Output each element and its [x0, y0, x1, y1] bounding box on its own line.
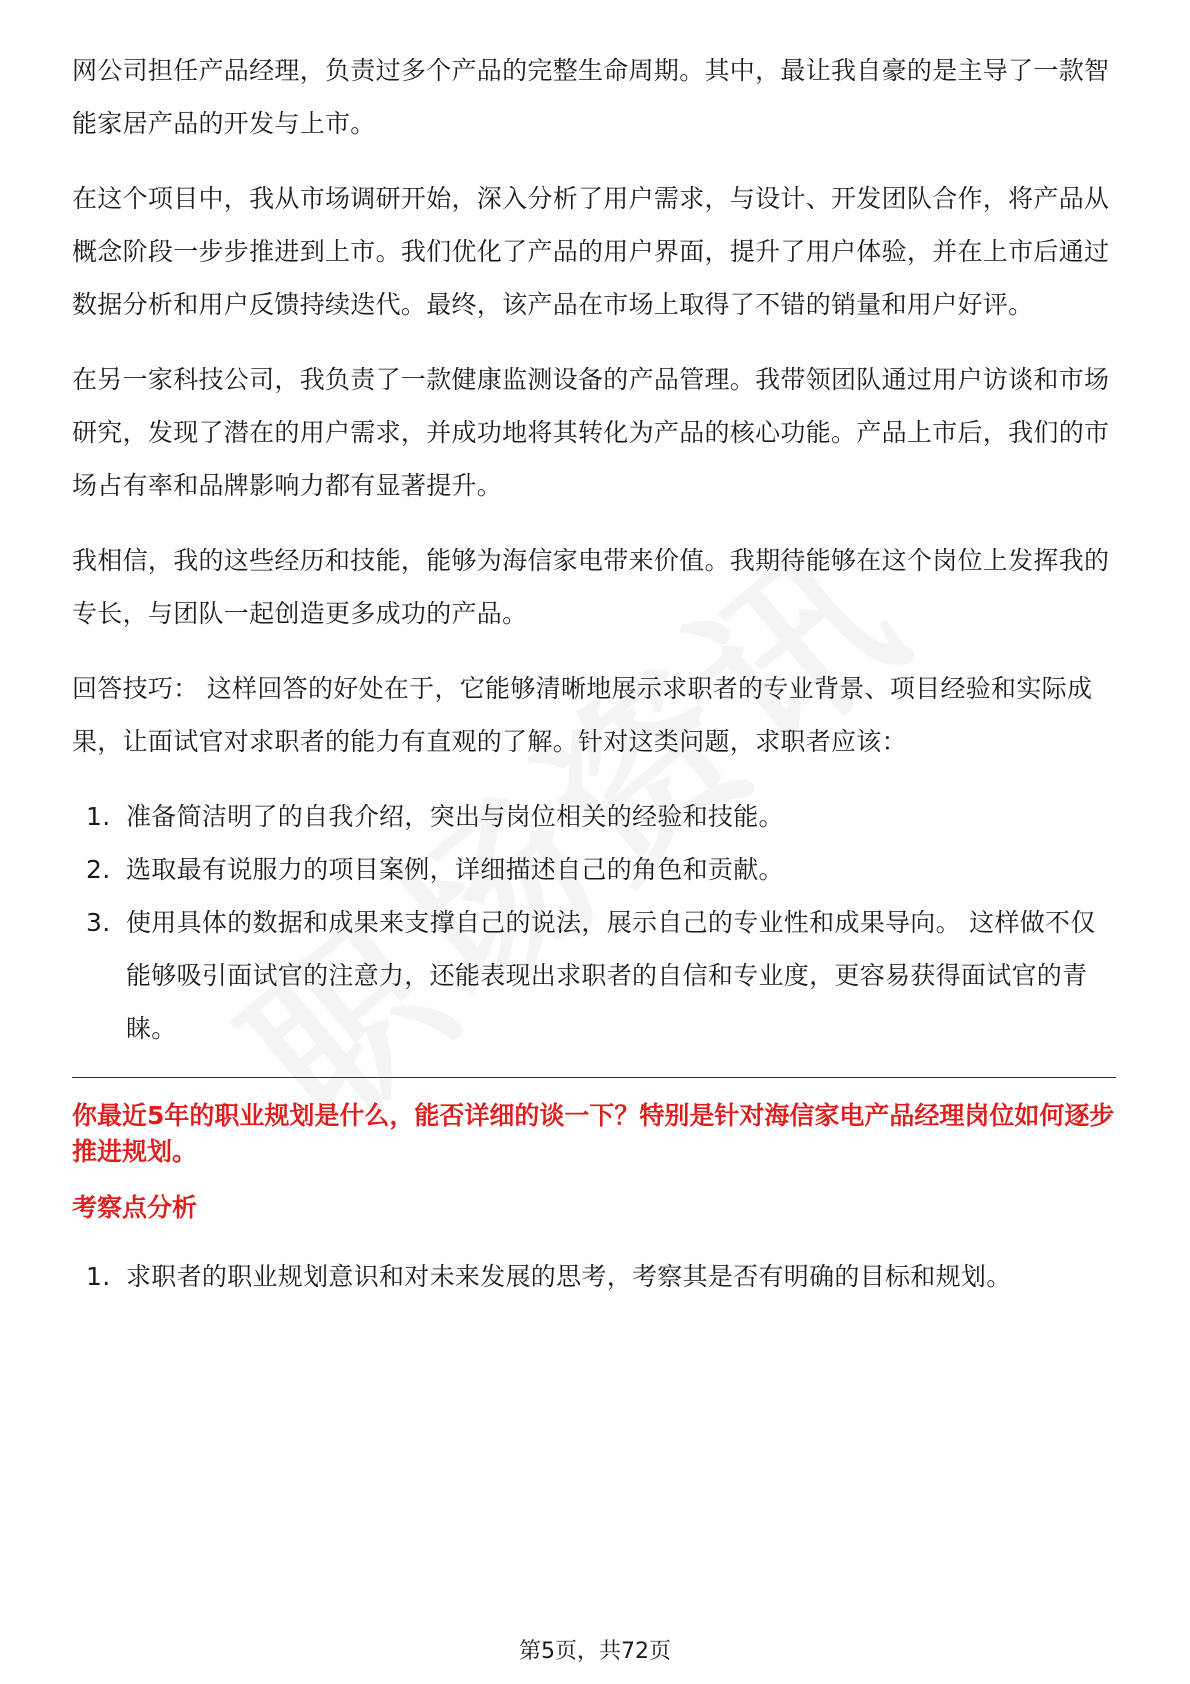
document-page	[72, 44, 1116, 1325]
interview-question: 你最近5年的职业规划是什么，能否详细的谈一下？特别是针对海信家电产品经理岗位如何逐步推进规划。	[72, 1101, 1115, 1166]
list-text: 准备简洁明了的自我介绍，突出与岗位相关的经验和技能。	[126, 802, 784, 831]
list-number: 3.	[86, 908, 111, 937]
paragraph-tips: 回答技巧： 这样回答的好处在于，它能够清晰地展示求职者的专业背景、项目经验和实际成果，让面试官对求职者的能力有直观的了解。针对这类问题，求职者应该：	[72, 674, 1093, 756]
section-divider	[72, 1077, 1116, 1078]
section-subheading: 考察点分析	[72, 1193, 198, 1222]
tips-list	[72, 790, 1116, 1055]
list-number: 2.	[86, 855, 111, 884]
paragraph-closing: 我相信，我的这些经历和技能，能够为海信家电带来价值。我期待能够在这个岗位上发挥我的专长，与团队一起创造更多成功的产品。	[72, 546, 1110, 628]
list-text: 求职者的职业规划意识和对未来发展的思考，考察其是否有明确的目标和规划。	[126, 1262, 1012, 1291]
list-number: 1.	[86, 802, 111, 831]
list-item	[72, 896, 1116, 1055]
list-text: 使用具体的数据和成果来支撑自己的说法，展示自己的专业性和成果导向。 这样做不仅能够吸引面试官的注意力，还能表现出求职者的自信和专业度，更容易获得面试官的青睐。	[126, 908, 1096, 1043]
list-item	[72, 1250, 1116, 1303]
list-number: 1.	[86, 1262, 111, 1291]
paragraph-intro: 网公司担任产品经理，负责过多个产品的完整生命周期。其中，最让我自豪的是主导了一款智能家居产品的开发与上市。	[72, 56, 1110, 138]
page-footer: 第5页，共72页	[519, 1639, 671, 1664]
analysis-list	[72, 1250, 1116, 1303]
paragraph-project: 在这个项目中，我从市场调研开始，深入分析了用户需求，与设计、开发团队合作，将产品从概念阶段一步步推进到上市。我们优化了产品的用户界面，提升了用户体验，并在上市后通过数据分析和用户反馈持续迭代。最终，该产品在市场上取得了不错的销量和用户好评。	[72, 184, 1110, 319]
list-text: 选取最有说服力的项目案例，详细描述自己的角色和贡献。	[126, 855, 784, 884]
list-item	[72, 843, 1116, 896]
list-item	[72, 790, 1116, 843]
paragraph-health-device: 在另一家科技公司，我负责了一款健康监测设备的产品管理。我带领团队通过用户访谈和市场研究，发现了潜在的用户需求，并成功地将其转化为产品的核心功能。产品上市后，我们的市场占有率和品牌影响力都有显著提升。	[72, 365, 1110, 500]
